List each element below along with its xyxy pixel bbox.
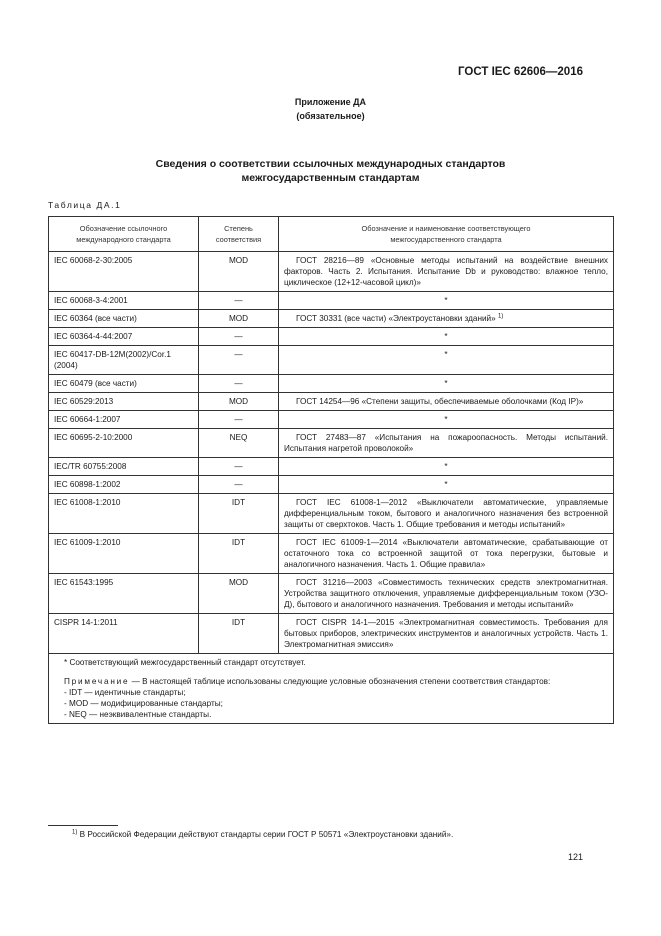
cell-degree: —: [199, 328, 279, 346]
table-row: [49, 375, 614, 393]
table-header-row: [49, 217, 614, 252]
cell-degree: NEQ: [199, 429, 279, 458]
cell-reference: IEC 60664-1:2007: [49, 411, 199, 429]
table-footer-row: [49, 654, 614, 724]
cell-reference: CISPR 14-1:2011: [49, 614, 199, 654]
page-number: 121: [567, 852, 583, 862]
cell-reference: IEC 60364 (все части): [49, 310, 199, 328]
cell-degree: IDT: [199, 494, 279, 534]
cell-degree: MOD: [199, 393, 279, 411]
cell-degree: MOD: [199, 574, 279, 614]
cell-name: [279, 310, 614, 328]
cell-name: ГОСТ 28216—89 «Основные методы испытаний на воздействие внешних факторов. Часть 2. Испытания. Испытание Db и руководство: влажное тепло, циклическое (12+12-часовой цикл)»: [279, 252, 614, 292]
cell-degree: IDT: [199, 614, 279, 654]
cell-reference: IEC 60068-3-4:2001: [49, 292, 199, 310]
footnote-ref: 1): [497, 313, 504, 320]
cell-degree: IDT: [199, 534, 279, 574]
cell-degree: —: [199, 458, 279, 476]
cell-name: ГОСТ IEC 61009-1—2014 «Выключатели автоматические, срабатывающие от остаточного тока со встроенной защитой от тока перегрузки, бытовые и аналогичного назначения. Часть 1. Общие правила»: [279, 534, 614, 574]
footnote-mark: 1): [72, 829, 78, 836]
cell-name: ГОСТ CISPR 14-1—2015 «Электромагнитная совместимость. Требования для бытовых приборов, электрических инструментов и аналогичных устройств. Часть 1. Электромагнитная эмиссия»: [279, 614, 614, 654]
cell-degree: —: [199, 476, 279, 494]
table-row: [49, 393, 614, 411]
cell-degree: —: [199, 411, 279, 429]
cell-reference: IEC 61009-1:2010: [49, 534, 199, 574]
cell-name: ГОСТ 14254—96 «Степени защиты, обеспечиваемые оболочками (Код IP)»: [279, 393, 614, 411]
table-row: [49, 346, 614, 375]
footnote-divider: [48, 825, 118, 826]
page-footnote: [72, 830, 453, 839]
table-footer: [49, 654, 614, 724]
cell-reference: IEC/TR 60755:2008: [49, 458, 199, 476]
cell-reference: IEC 60529:2013: [49, 393, 199, 411]
header-interstate-standard: Обозначение и наименование соответствующего межгосударственного стандарта: [279, 217, 614, 252]
cell-degree: MOD: [199, 252, 279, 292]
title-line-2: межгосударственным стандартам: [241, 172, 420, 184]
table-row: [49, 429, 614, 458]
list-item: - IDT — идентичные стандарты;: [64, 687, 608, 698]
cell-name: *: [279, 375, 614, 393]
cell-name: ГОСТ 27483—87 «Испытания на пожароопасность. Методы испытаний. Испытания нагретой проволокой»: [279, 429, 614, 458]
cell-name: *: [279, 328, 614, 346]
list-item: - MOD — модифицированные стандарты;: [64, 698, 608, 709]
cell-name: *: [279, 411, 614, 429]
cell-degree: —: [199, 292, 279, 310]
table-row: [49, 534, 614, 574]
table-row: [49, 252, 614, 292]
degree-legend-list: [54, 687, 608, 720]
cell-reference: IEC 61008-1:2010: [49, 494, 199, 534]
cell-name: ГОСТ IEC 61008-1—2012 «Выключатели автоматические, управляемые дифференциальным током, бытового и аналогичного назначения без встроенной защиты от сверхтоков. Часть 1. Общие требования и методы испытаний»: [279, 494, 614, 534]
cell-reference: IEC 61543:1995: [49, 574, 199, 614]
correspondence-table: [48, 216, 614, 724]
cell-reference: IEC 60898-1:2002: [49, 476, 199, 494]
appendix-name: Приложение ДА: [294, 97, 367, 107]
table-row: [49, 614, 614, 654]
cell-degree: MOD: [199, 310, 279, 328]
standard-designation: ГОСТ IEC 62606—2016: [458, 66, 583, 78]
list-item: - NEQ — неэквивалентные стандарты.: [64, 709, 608, 720]
appendix-heading: [0, 95, 661, 123]
cell-name: *: [279, 292, 614, 310]
cell-degree: —: [199, 346, 279, 375]
note-paragraph: [54, 676, 608, 687]
cell-name: *: [279, 476, 614, 494]
footnote-text: В Российской Федерации действуют стандарты серии ГОСТ Р 50571 «Электроустановки зданий».: [79, 830, 454, 839]
note-word: Примечание: [64, 677, 130, 686]
cell-reference: IEC 60695-2-10:2000: [49, 429, 199, 458]
cell-degree: —: [199, 375, 279, 393]
table-label: Таблица ДА.1: [48, 200, 122, 210]
table-row: [49, 494, 614, 534]
cell-name: *: [279, 346, 614, 375]
cell-reference: IEC 60364-4-44:2007: [49, 328, 199, 346]
cell-name-text: ГОСТ 30331 (все части) «Электроустановки зданий»: [296, 314, 496, 323]
title-line-1: Сведения о соответствии ссылочных международных стандартов: [155, 158, 506, 170]
table-row: [49, 411, 614, 429]
header-reference-standard: Обозначение ссылочного международного стандарта: [49, 217, 199, 252]
cell-reference: IEC 60068-2-30:2005: [49, 252, 199, 292]
table-row: [49, 574, 614, 614]
table-row: [49, 310, 614, 328]
table-row: [49, 328, 614, 346]
table-row: [49, 292, 614, 310]
cell-name: ГОСТ 31216—2003 «Совместимость технических средств электромагнитная. Устройства защитного отключения, управляемые дифференциальным током (УЗО-Д), бытового и аналогичного назначения. Требования и методы испытаний»: [279, 574, 614, 614]
appendix-type: (обязательное): [296, 111, 365, 121]
table-row: [49, 476, 614, 494]
header-degree: Степень соответствия: [199, 217, 279, 252]
note-text: — В настоящей таблице использованы следующие условные обозначения степени соответствия стандартов:: [131, 677, 551, 686]
table-row: [49, 458, 614, 476]
cell-reference: IEC 60479 (все части): [49, 375, 199, 393]
cell-name: *: [279, 458, 614, 476]
document-title: [0, 157, 661, 185]
absent-standard-note: * Соответствующий межгосударственный стандарт отсутствует.: [64, 658, 306, 667]
cell-reference: IEC 60417-DB-12M(2002)/Cor.1 (2004): [49, 346, 199, 375]
